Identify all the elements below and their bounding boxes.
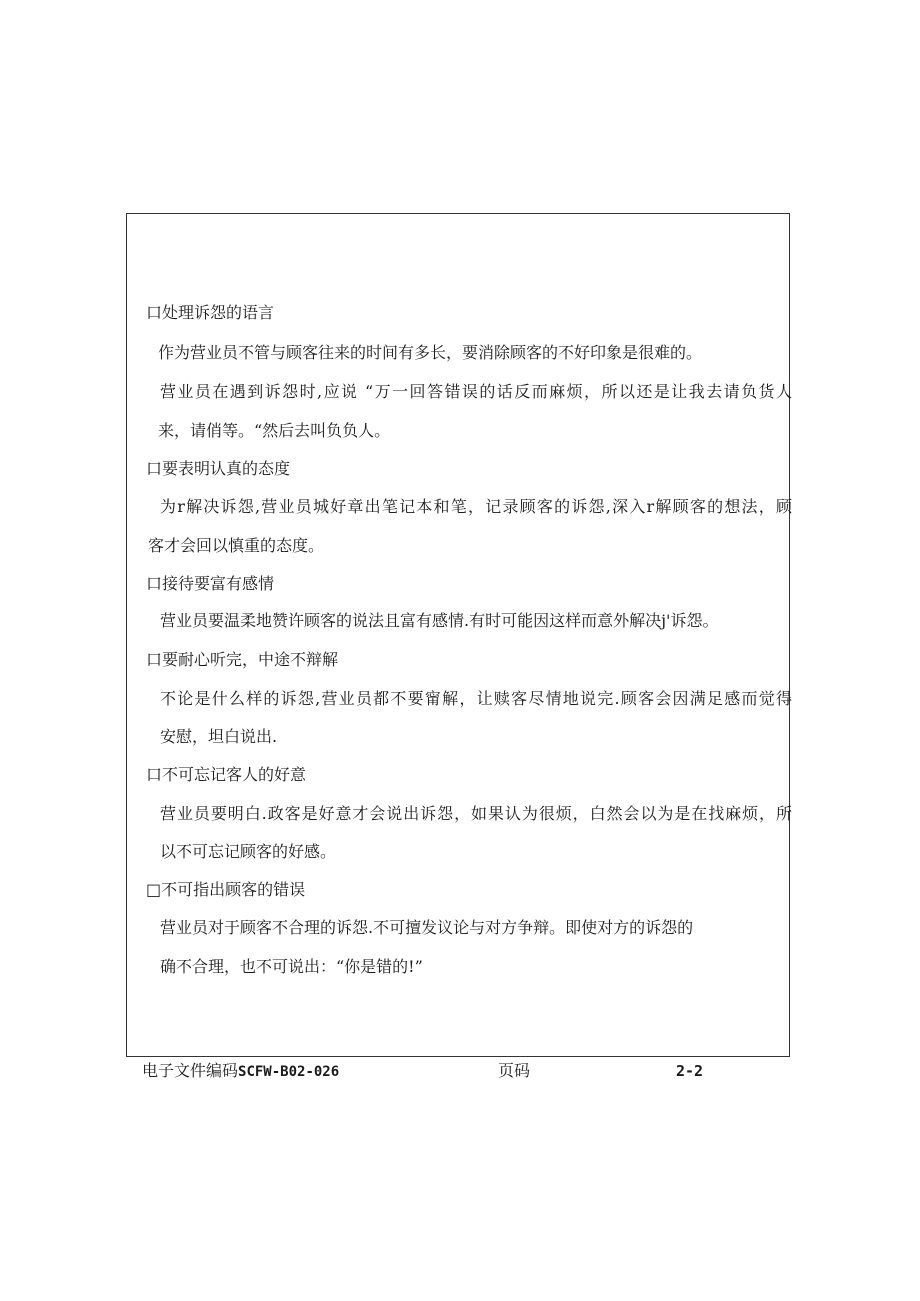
paragraph-line: 营业员要明白.政客是好意才会说出诉怨，如果认为很烦，白然会以为是在找麻烦，所 bbox=[160, 804, 792, 823]
file-code bbox=[142, 1061, 339, 1082]
section-heading: 口处理诉怨的语言 bbox=[146, 303, 275, 322]
paragraph-line: 安慰，坦白说出. bbox=[160, 727, 278, 746]
file-code-value: SCFW-B02-026 bbox=[238, 1064, 340, 1080]
paragraph-line: 作为营业员不管与顾客往来的时间有多长，要消除顾客的不好印象是很难的。 bbox=[158, 343, 703, 362]
paragraph-line: 为r解决诉怨,营业员城好章出笔记本和笔，记录顾客的诉怨,深入r解顾客的想法，顾 bbox=[160, 497, 792, 516]
section-heading: 口不可忘记客人的好意 bbox=[146, 765, 307, 784]
section-heading: □不可指出顾客的错误 bbox=[146, 880, 306, 899]
paragraph-line: 不论是什么样的诉怨,营业员都不要甯解，让赎客尽情地说完.顾客会因满足感而觉得 bbox=[160, 689, 792, 708]
paragraph-line: 以不可忘记顾客的好感。 bbox=[160, 842, 337, 861]
paragraph-line: 确不合理，也不可说出：“你是错的!” bbox=[160, 957, 423, 976]
section-heading: 口要表明认真的态度 bbox=[146, 459, 291, 478]
page-number: 2-2 bbox=[676, 1062, 704, 1080]
paragraph-line: 营业员对于顾客不合理的诉怨.不可擅发议论与对方争辩。即使对方的诉怨的 bbox=[160, 918, 694, 937]
paragraph-line: 营业员要温柔地赞许顾客的说法且富有感情.有时可能因这样而意外解决j'诉怨。 bbox=[160, 611, 719, 630]
file-code-label: 电子文件编码 bbox=[142, 1061, 239, 1080]
page-label: 页码 bbox=[498, 1061, 531, 1080]
section-heading: 口要耐心听完，中途不辩解 bbox=[146, 650, 339, 669]
paragraph-line: 客才会回以慎重的态度。 bbox=[148, 536, 325, 555]
paragraph-line: 来，请俏等。“然后去叫负负人。 bbox=[158, 421, 391, 440]
paragraph-line: 营业员在遇到诉怨时,应说 “万一回答错误的话反而麻烦，所以还是让我去请负货人 bbox=[160, 382, 792, 401]
section-heading: 口接待要富有感情 bbox=[146, 574, 275, 593]
